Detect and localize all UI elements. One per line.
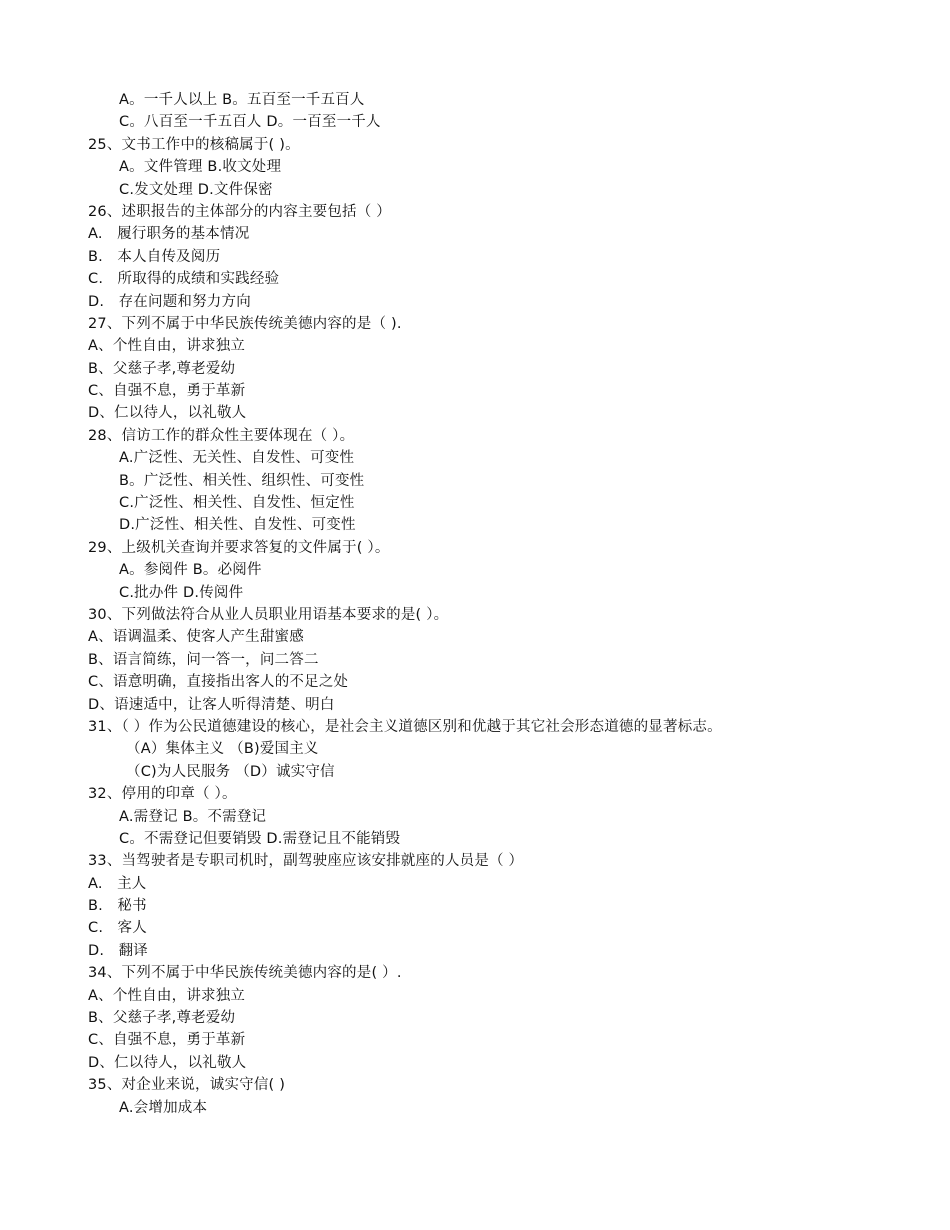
text-line: A.需登记 B。不需登记: [119, 808, 267, 825]
text-line: B、父慈子孝,尊老爱幼: [88, 1010, 236, 1027]
text-line: D、仁以待人，以礼敬人: [88, 405, 247, 422]
text-line: 27、下列不属于中华民族传统美德内容的是（ ).: [88, 315, 402, 332]
text-line: A.会增加成本: [119, 1099, 208, 1116]
text-line: 34、下列不属于中华民族传统美德内容的是( ）.: [88, 965, 402, 982]
text-line: C。不需登记但要销毁 D.需登记且不能销毁: [119, 830, 401, 847]
text-line: C、自强不息，勇于革新: [88, 383, 246, 400]
text-line: 26、述职报告的主体部分的内容主要包括（ ）: [88, 203, 391, 220]
text-line: D. 存在问题和努力方向: [88, 293, 251, 310]
text-line: C. 客人: [88, 920, 147, 937]
text-line: （C)为人民服务 （D）诚实守信: [126, 763, 335, 780]
text-line: A。文件管理 B.收文处理: [119, 159, 282, 176]
text-line: C。八百至一千五百人 D。一百至一千人: [119, 114, 381, 131]
text-line: A. 履行职务的基本情况: [88, 226, 250, 243]
text-line: （A）集体主义 （B)爱国主义: [126, 741, 319, 758]
text-line: 29、上级机关查询并要求答复的文件属于( ）。: [88, 539, 390, 556]
text-line: C. 所取得的成绩和实践经验: [88, 271, 280, 288]
text-line: C、自强不息，勇于革新: [88, 1032, 246, 1049]
text-line: 31、（ ）作为公民道德建设的核心，是社会主义道德区别和优越于其它社会形态道德的显著标志。: [88, 718, 722, 735]
text-line: C、语意明确，直接指出客人的不足之处: [88, 674, 349, 691]
text-line: A. 主人: [88, 875, 147, 892]
text-line: B. 秘书: [88, 898, 147, 915]
text-line: A、个性自由，讲求独立: [88, 338, 246, 355]
text-line: D、语速适中，让客人听得清楚、明白: [88, 696, 335, 713]
text-line: B、父慈子孝,尊老爱幼: [88, 360, 236, 377]
text-line: A。一千人以上 B。五百至一千五百人: [119, 92, 365, 108]
text-line: B、语言简练，问一答一，问二答二: [88, 651, 319, 668]
text-line: 32、停用的印章（ ）。: [88, 786, 237, 803]
text-line: D、仁以待人，以礼敬人: [88, 1054, 247, 1071]
text-line: C.发文处理 D.文件保密: [119, 181, 273, 198]
text-line: A、语调温柔、使客人产生甜蜜感: [88, 629, 304, 646]
text-line: B. 本人自传及阅历: [88, 248, 221, 265]
text-line: D.广泛性、相关性、自发性、可变性: [119, 517, 356, 534]
text-line: 30、下列做法符合从业人员职业用语基本要求的是( ）。: [88, 606, 449, 623]
text-line: A、个性自由，讲求独立: [88, 987, 246, 1004]
text-line: B。广泛性、相关性、组织性、可变性: [119, 472, 365, 489]
text-line: D. 翻译: [88, 942, 149, 959]
text-line: 25、文书工作中的核稿属于( )。: [88, 136, 300, 153]
text-line: A。参阅件 B。必阅件: [119, 562, 262, 579]
text-line: 28、信访工作的群众性主要体现在（ ）。: [88, 427, 355, 444]
text-line: C.批办件 D.传阅件: [119, 584, 244, 601]
text-line: 35、对企业来说，诚实守信( ): [88, 1077, 286, 1094]
question-text-block: [88, 89, 908, 1119]
text-line: C.广泛性、相关性、自发性、恒定性: [119, 495, 355, 512]
text-line: 33、当驾驶者是专职司机时，副驾驶座应该安排就座的人员是（ ）: [88, 853, 524, 870]
text-line: A.广泛性、无关性、自发性、可变性: [119, 450, 355, 467]
